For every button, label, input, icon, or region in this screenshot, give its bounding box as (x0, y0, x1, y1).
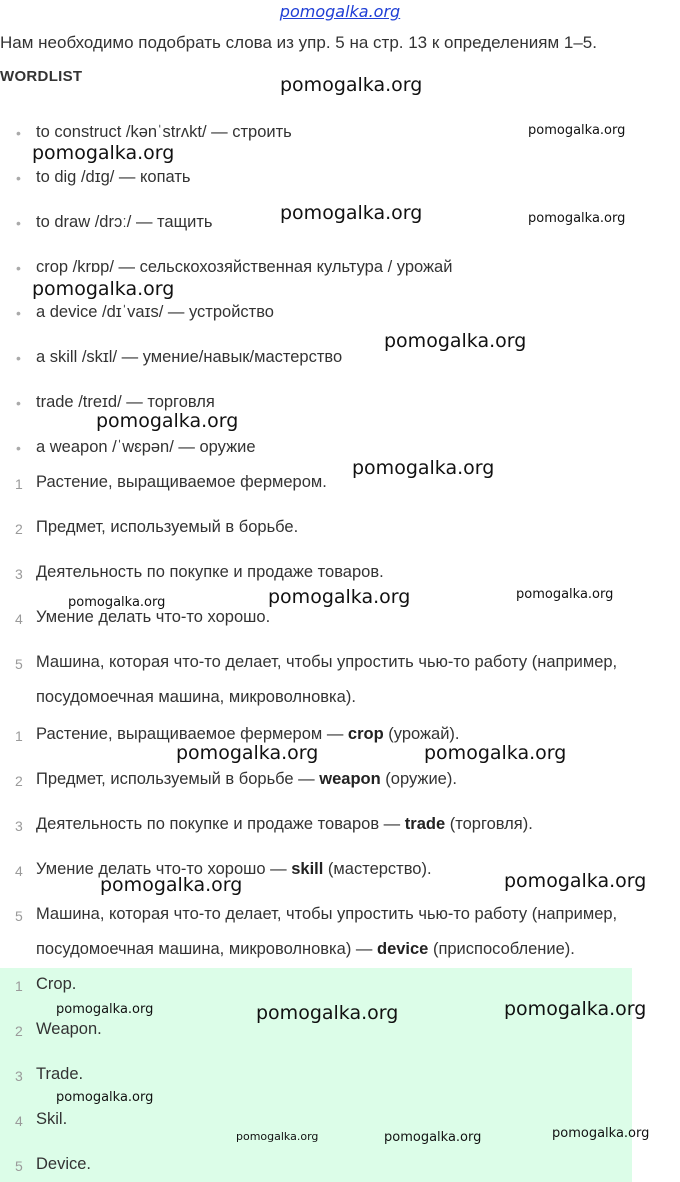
match-word: trade (404, 815, 446, 833)
match-translation: (оружие). (380, 770, 457, 788)
match-translation: (приспособление). (428, 940, 575, 958)
watermark: pomogalka.org (100, 874, 243, 896)
list-number: 1 (15, 728, 23, 744)
watermark: pomogalka.org (552, 1126, 650, 1141)
list-number: 3 (15, 1068, 23, 1084)
bullet-icon: • (16, 440, 21, 456)
wordlist-title: WORDLIST (0, 68, 83, 85)
list-number: 2 (15, 773, 23, 789)
match-text: Деятельность по покупке и продаже товаров — (36, 815, 405, 833)
site-header-link[interactable]: pomogalka.org (279, 2, 401, 21)
watermark: pomogalka.org (384, 330, 527, 352)
watermark: pomogalka.org (280, 202, 423, 224)
watermark: pomogalka.org (56, 1002, 154, 1017)
answer-item: Device. (36, 1155, 92, 1173)
vocab-item: to dig /dɪɡ/ — копать (36, 168, 191, 186)
answer-item: Skil. (36, 1110, 68, 1128)
watermark: pomogalka.org (32, 278, 175, 300)
bullet-icon: • (16, 215, 21, 231)
list-number: 5 (15, 656, 23, 672)
answer-item: Weapon. (36, 1020, 102, 1038)
answer-item: Crop. (36, 975, 77, 993)
watermark: pomogalka.org (32, 142, 175, 164)
watermark: pomogalka.org (516, 587, 614, 602)
intro-text: Нам необходимо подобрать слова из упр. 5 на стр. 13 к определениям 1–5. (0, 33, 597, 52)
watermark: pomogalka.org (96, 410, 239, 432)
watermark: pomogalka.org (256, 1002, 399, 1024)
match-item (36, 815, 533, 834)
definition-item: Деятельность по покупке и продаже товаров. (36, 563, 384, 581)
bullet-icon: • (16, 395, 21, 411)
list-number: 1 (15, 978, 23, 994)
match-item: Машина, которая что-то делает, чтобы упростить чью-то работу (например, (36, 905, 618, 923)
match-translation: (торговля). (445, 815, 533, 833)
vocab-item: to draw /drɔː/ — тащить (36, 213, 213, 231)
watermark: pomogalka.org (424, 742, 567, 764)
watermark: pomogalka.org (236, 1130, 319, 1143)
list-number: 3 (15, 566, 23, 582)
match-word: skill (291, 860, 324, 878)
list-number: 5 (15, 1158, 23, 1174)
vocab-item: crop /krɒp/ — сельскохозяйственная культура / урожай (36, 258, 453, 276)
match-item-continued (36, 940, 575, 959)
watermark: pomogalka.org (56, 1090, 154, 1105)
watermark: pomogalka.org (68, 595, 166, 610)
vocab-item: trade /treɪd/ — торговля (36, 393, 215, 411)
vocab-item: to construct /kənˈstrʌkt/ — строить (36, 123, 292, 141)
list-number: 2 (15, 1023, 23, 1039)
list-number: 3 (15, 818, 23, 834)
answer-item: Trade. (36, 1065, 84, 1083)
watermark: pomogalka.org (280, 74, 423, 96)
match-translation: (мастерство). (323, 860, 432, 878)
match-translation: (урожай). (383, 725, 460, 743)
watermark: pomogalka.org (504, 870, 647, 892)
definition-item: Растение, выращиваемое фермером. (36, 473, 327, 491)
match-text: Умение делать что-то хорошо — (36, 860, 292, 878)
list-number: 1 (15, 476, 23, 492)
definition-item: Машина, которая что-то делает, чтобы упростить чью-то работу (например, (36, 653, 618, 671)
definition-item: Предмет, используемый в борьбе. (36, 518, 299, 536)
definition-item-continued: посудомоечная машина, микроволновка). (36, 688, 356, 706)
match-word: crop (347, 725, 384, 743)
vocab-item: a weapon /ˈwɛpən/ — оружие (36, 438, 256, 456)
match-text: посудомоечная машина, микроволновка) — (36, 940, 377, 958)
bullet-icon: • (16, 305, 21, 321)
bullet-icon: • (16, 125, 21, 141)
watermark: pomogalka.org (528, 211, 626, 226)
bullet-icon: • (16, 170, 21, 186)
watermark: pomogalka.org (352, 457, 495, 479)
watermark: pomogalka.org (528, 123, 626, 138)
list-number: 2 (15, 521, 23, 537)
watermark: pomogalka.org (384, 1130, 482, 1145)
match-word: device (376, 940, 429, 958)
list-number: 4 (15, 611, 23, 627)
bullet-icon: • (16, 260, 21, 276)
watermark: pomogalka.org (268, 586, 411, 608)
watermark: pomogalka.org (176, 742, 319, 764)
vocab-item: a skill /skɪl/ — умение/навык/мастерство (36, 348, 343, 366)
watermark: pomogalka.org (504, 998, 647, 1020)
list-number: 4 (15, 863, 23, 879)
match-text: Растение, выращиваемое фермером — (36, 725, 348, 743)
bullet-icon: • (16, 350, 21, 366)
list-number: 4 (15, 1113, 23, 1129)
match-item (36, 770, 457, 789)
match-text: Предмет, используемый в борьбе — (36, 770, 320, 788)
vocab-item: a device /dɪˈvaɪs/ — устройство (36, 303, 274, 321)
match-word: weapon (319, 770, 381, 788)
definition-item: Умение делать что-то хорошо. (36, 608, 271, 626)
list-number: 5 (15, 908, 23, 924)
